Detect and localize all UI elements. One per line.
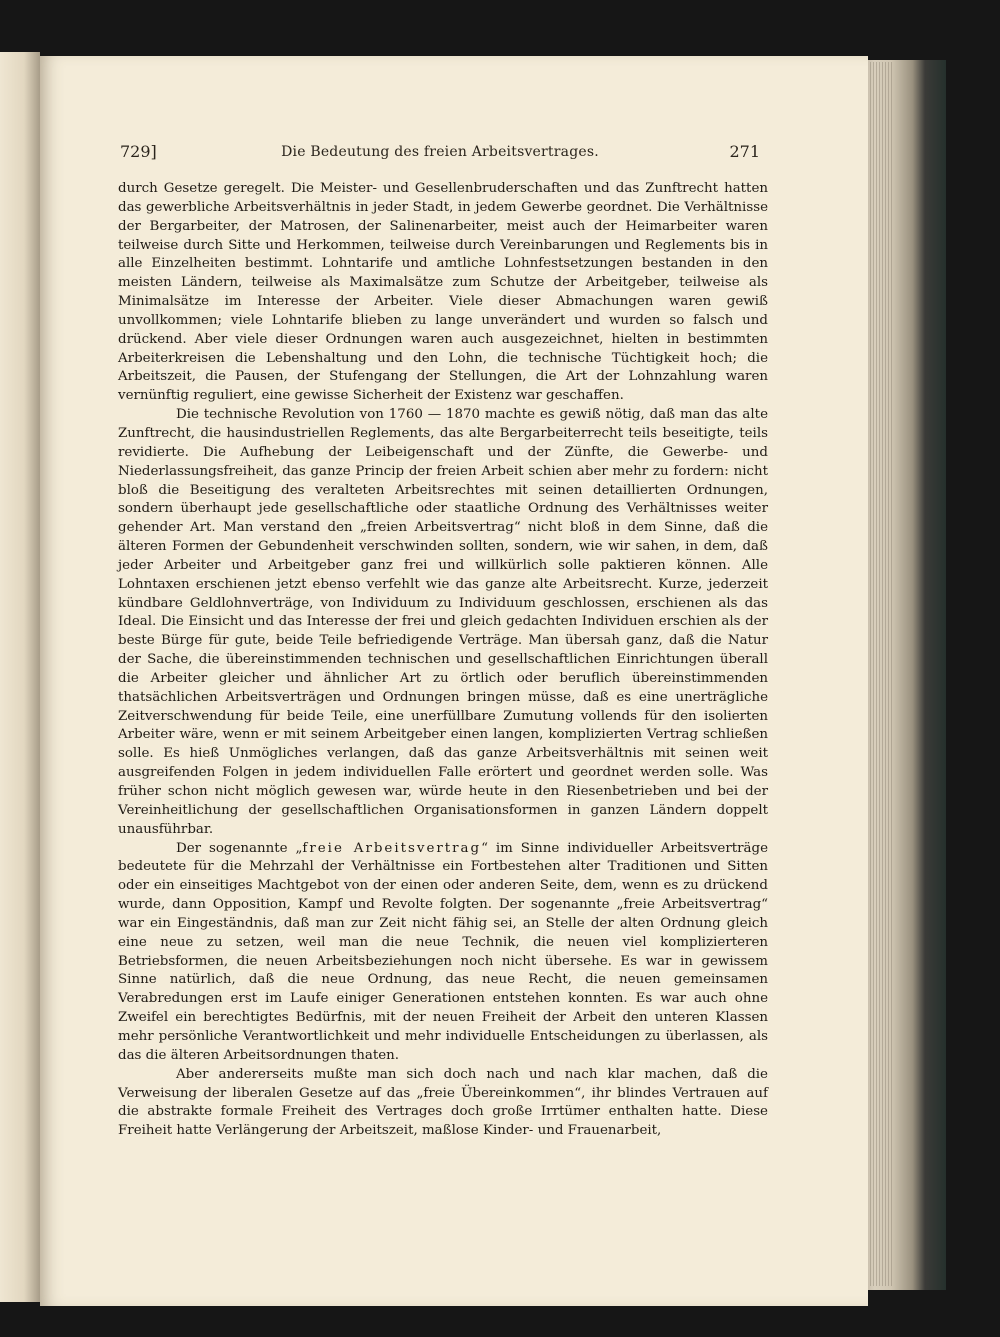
- left-page-edge: [0, 52, 40, 1302]
- paragraph-4: Aber andererseits mußte man sich doch nach und nach klar machen, daß die Verweisung der liberalen Gesetze auf das „freie Übereinkommen“, ihr blindes Vertrauen auf die abstrakte formale Freiheit des Vertrages doch große Irrtümer enthalten hatte. Diese Freiheit hatte Verlängerung der Arbeitszeit, maßlose Kinder- und Frauenarbeit,: [118, 1066, 768, 1139]
- section-number: 729]: [120, 142, 157, 161]
- paragraph-3-start: Der sogenannte „: [176, 840, 303, 856]
- running-head: [120, 142, 760, 166]
- page-text: [118, 180, 768, 1141]
- paragraph-1: durch Gesetze geregelt. Die Meister- und Gesellenbruderschaften und das Zunftrecht hatten das gewerbliche Arbeitsverhältnis in jeder Stadt, in jedem Gewerbe geordnet. Die Verhältnisse der Bergarbeiter, der Matrosen, der Salinenarbeiter, meist auch der Heimarbeiter waren teilweise durch Sitte und Herkommen, teilweise durch Vereinbarungen und Reglements bis in alle Einzelheiten bestimmt. Lohntarife und amtliche Lohnfestsetzungen bestanden in den meisten Ländern, teilweise als Maximalsätze zum Schutze der Arbeitgeber, teilweise als Minimalsätze im Interesse der Arbeiter. Viele dieser Abmachungen waren gewiß unvollkommen; viele Lohntarife blieben zu lange unverändert und wurden so falsch und drückend. Aber viele dieser Ordnungen waren auch ausgezeichnet, hielten in bestimmten Arbeiterkreisen die Lebenshaltung und den Lohn, die technische Tüchtigkeit hoch; die Arbeitszeit, die Pausen, der Stufengang der Stellungen, die Art der Lohnzahlung waren vernünftig reguliert, eine gewisse Sicherheit der Existenz war geschaffen.: [118, 181, 768, 404]
- page-number: 271: [729, 142, 760, 161]
- paragraph-3-rest: “ im Sinne individueller Arbeitsverträge bedeutete für die Mehrzahl der Verhältnisse ein Fortbestehen alter Traditionen und Sitten oder ein einseitiges Machtgebot von der einen oder anderen Seite, dem, wenn es zu drückend wurde, dann Opposition, Kampf und Revolte folgten. Der sogenannte „freie Arbeitsvertrag“ war ein Eingeständnis, daß man zur Zeit nicht fähig sei, an Stelle der alten Ordnung gleich eine neue zu setzen, weil man die neue Technik, die neuen viel komplizierteren Betriebsformen, die neuen Arbeitsbeziehungen noch nicht übersehe. Es war in gewissem Sinne natürlich, daß die neue Ordnung, das neue Recht, die neuen gemeinsamen Verabredungen erst im Laufe einiger Generationen entstehen konnten. Es war auch ohne Zweifel ein berechtigtes Bedürfnis, mit der neuen Freiheit der Arbeit den unteren Klassen mehr persönliche Verantwortlichkeit und mehr individuelle Entscheidungen zu überlassen, als das die älteren Arbeitsordnungen thaten.: [118, 840, 769, 1063]
- paragraph-3: [118, 840, 768, 1066]
- page-stack-lines: [864, 62, 894, 1286]
- page-header-title: Die Bedeutung des freien Arbeitsvertrages.: [281, 144, 599, 160]
- emphasized-term: freie Arbeitsvertrag: [302, 840, 482, 856]
- paragraph-2: Die technische Revolution von 1760 — 1870 machte es gewiß nötig, daß man das alte Zunftrecht, die hausindustriellen Reglements, das alte Bergarbeiterrecht teils beseitigte, teils revidierte. Die Aufhebung der Leibeigenschaft und der Zünfte, die Gewerbe- und Niederlassungsfreiheit, das ganze Princip der freien Arbeit schien aber mehr zu fordern: nicht bloß die Beseitigung des veralteten Arbeitsrechtes mit seinen detaillierten Ordnungen, sondern überhaupt jede gesellschaftliche oder staatliche Ordnung des Verhältnisses weiter gehender Art. Man verstand den „freien Arbeitsvertrag“ nicht bloß in dem Sinne, daß die älteren Formen der Gebundenheit verschwinden sollten, sondern, wie wir sahen, in dem, daß jeder Arbeiter und Arbeitgeber ganz frei und willkürlich solle paktieren können. Alle Lohntaxen erschienen jetzt ebenso verfehlt wie das ganze alte Arbeitsrecht. Kurze, jederzeit kündbare Geldlohnverträge, von Individuum zu Individuum geschlossen, erschienen als das Ideal. Die Einsicht und das Interesse der frei und gleich gedachten Individuen erschien als der beste Bürge für gute, beide Teile befriedigende Verträge. Man übersah ganz, daß die Natur der Sache, die übereinstimmenden technischen und gesellschaftlichen Einrichtungen überall die Arbeiter gleicher und ähnlicher Art zu örtlich oder beruflich übereinstimmenden thatsächlichen Arbeitsverträgen und Ordnungen bringen müsse, daß es eine unerträgliche Zeitverschwendung für beide Teile, eine unerfüllbare Zumutung vollends für den isolierten Arbeiter wäre, wenn er mit seinem Arbeitgeber einen langen, komplizierten Vertrag schließen solle. Es hieß Unmögliches verlangen, daß das ganze Arbeitsverhältnis mit seinen weit ausgreifenden Folgen in jedem individuellen Falle erörtert und geordnet werden solle. Was früher schon nicht möglich gewesen war, würde heute in den Riesenbetrieben und bei der Vereinheitlichung der gesellschaftlichen Organisationsformen in ganzen Ländern doppelt unausführbar.: [118, 407, 768, 837]
